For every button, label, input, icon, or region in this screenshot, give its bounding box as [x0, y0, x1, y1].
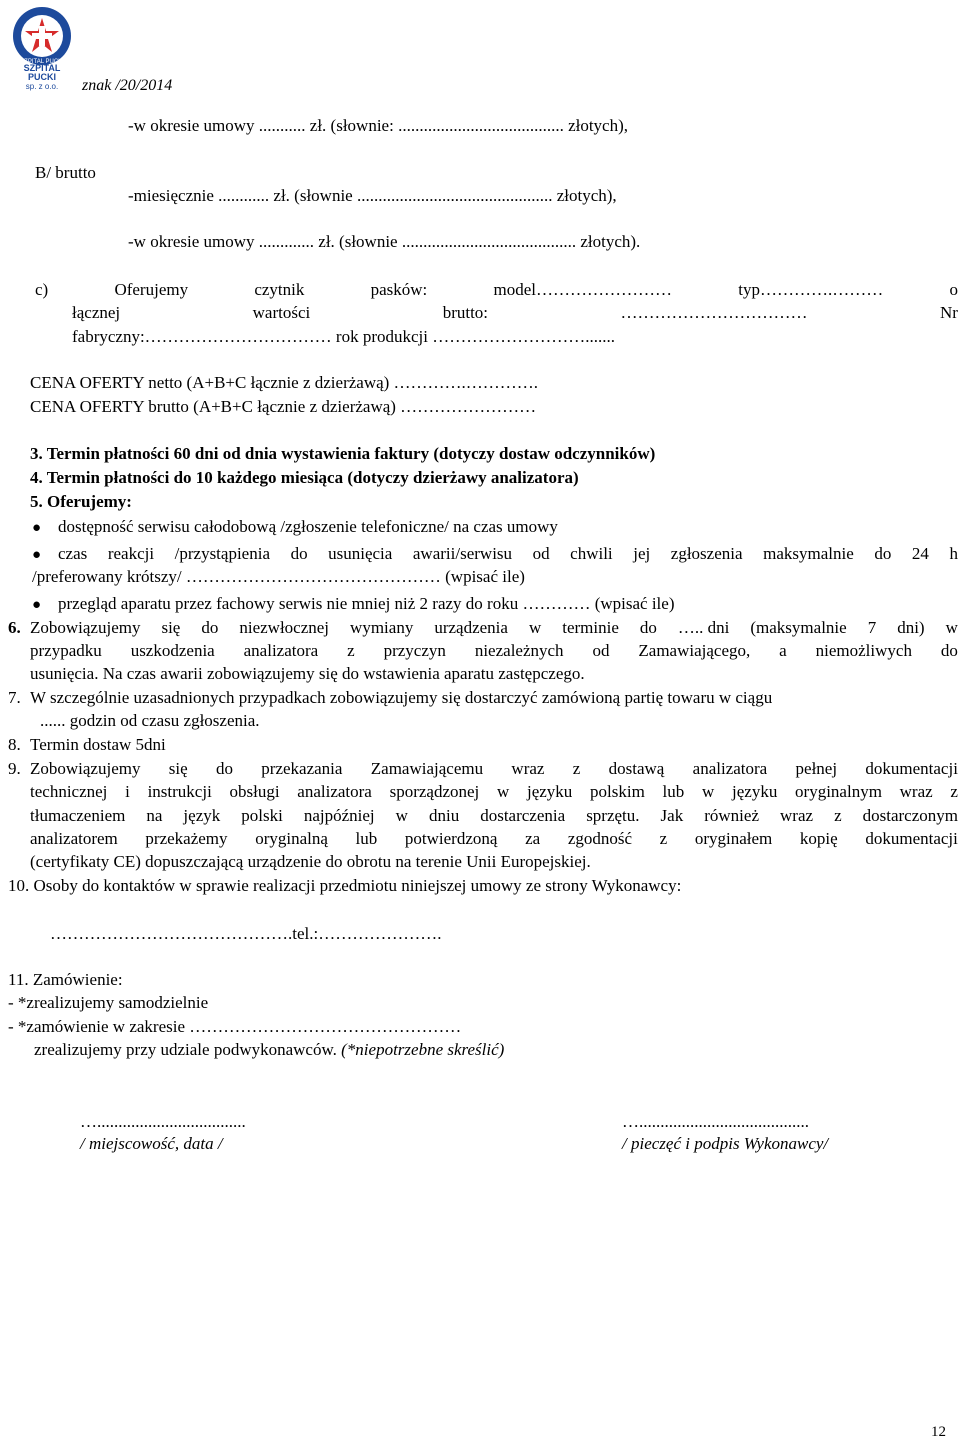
logo-name: SZPITAL PUCKI: [23, 63, 61, 83]
p7-line-1: W szczególnie uzasadnionych przypadkach zobowiązujemy się dostarczyć zamówioną partię towaru w ciągu: [30, 688, 773, 707]
contact-line: …………………………………….tel.:………………….: [50, 924, 442, 943]
p11-option-1: - *zrealizujemy samodzielnie: [8, 993, 209, 1012]
document-reference: znak /20/2014: [82, 77, 173, 94]
p9-line-4: analizatorem przekażemy oryginalną lub potwierdzoną za zgodność z oryginałem kopię dokumentacji: [30, 829, 958, 848]
bullet-icon: ●: [32, 520, 42, 536]
p9-line-1: Zobowiązujemy się do przekazania Zamawiającemu wraz z dostawą analizatora pełnej dokumentacji: [30, 759, 958, 778]
p11-line-3-text: zrealizujemy przy udziale podwykonawców.: [34, 1040, 342, 1059]
line-okres-brutto: -w okresie umowy ............. zł. (słownie ......................................... złotych).: [128, 232, 641, 251]
p7-number: 7.: [8, 688, 21, 707]
hospital-logo-emblem-icon: [8, 4, 76, 68]
p11-title: 11. Zamówienie:: [8, 970, 123, 989]
offer-bullet-1: dostępność serwisu całodobową /zgłoszenie telefoniczne/ na czas umowy: [58, 517, 558, 536]
cena-oferty-brutto: CENA OFERTY brutto (A+B+C łącznie z dzierżawą) ……………………: [30, 397, 537, 416]
p11-line-3: [34, 1040, 504, 1060]
reader-line-1: c) Oferujemy czytnik pasków: model…………………… typ………….……… o: [35, 280, 958, 299]
bullet-icon: ●: [32, 597, 42, 613]
offer-bullet-2-line-1: czas reakcji /przystąpienia do usunięcia awarii/serwisu od chwili jej zgłoszenia maksymalnie do 24 h: [58, 544, 958, 563]
reader-line-3: fabryczny:…………………………… rok produkcji ……………………….......: [72, 327, 615, 346]
logo-wordmark: [11, 64, 73, 91]
logo-ring-text: SZPITAL PUCKI: [20, 59, 64, 65]
p9-line-2: technicznej i instrukcji obsługi analizatora sporządzonej w języku polskim lub w języku oryginalnym wraz z: [30, 782, 958, 801]
reader-line-2: łącznej wartości brutto: …………………………… Nr: [72, 303, 958, 322]
p9-number: 9.: [8, 759, 21, 778]
cena-oferty-netto: CENA OFERTY netto (A+B+C łącznie z dzierżawą) ………….………….: [30, 373, 539, 392]
p6-line-1: Zobowiązujemy się do niezwłocznej wymiany urządzenia w terminie do ….. dni (maksymalnie 7 dni) w: [30, 618, 958, 637]
p11-note: (*niepotrzebne skreślić): [341, 1040, 505, 1059]
line-okres-netto: -w okresie umowy ........... zł. (słownie: ....................................... złotych),: [128, 116, 629, 135]
p6-number: 6.: [8, 618, 21, 637]
p9-line-3: tłumaczeniem na język polski najpóźniej w dniu dostarczenia sprzętu. Jak również wraz z dostarczonym: [30, 806, 958, 825]
signature-right-label: / pieczęć i podpis Wykonawcy/: [622, 1134, 829, 1153]
p8-text: Termin dostaw 5dni: [30, 735, 166, 754]
signature-right-dots: …........................................: [622, 1112, 809, 1131]
signature-left-dots: …...................................: [80, 1112, 246, 1131]
p6-line-2: przypadku uszkodzenia analizatora z przyczyn niezależnych od Zamawiającego, a niemożliwych do: [30, 641, 958, 660]
p7-line-2: ...... godzin od czasu zgłoszenia.: [40, 711, 260, 730]
offer-bullet-3: przegląd aparatu przez fachowy serwis nie mniej niż 2 razy do roku ………… (wpisać ile): [58, 594, 675, 613]
brutto-label: B/ brutto: [35, 163, 96, 182]
p9-line-5: (certyfikaty CE) dopuszczającą urządzenie do obrotu na terenie Unii Europejskiej.: [30, 852, 591, 871]
logo-subtitle: sp. z o.o.: [25, 81, 59, 91]
p8-number: 8.: [8, 735, 21, 754]
line-miesiecznie: -miesięcznie ............ zł. (słownie .............................................. złotych),: [128, 186, 617, 205]
term-5: 5. Oferujemy:: [30, 492, 132, 511]
p6-line-3: usunięcia. Na czas awarii zobowiązujemy się do wstawienia aparatu zastępczego.: [30, 664, 585, 683]
p10-text: 10. Osoby do kontaktów w sprawie realizacji przedmiotu niniejszej umowy ze strony Wykonawcy:: [8, 876, 682, 895]
p11-option-2: - *zamówienie w zakresie …………………………………………: [8, 1017, 462, 1036]
term-3: 3. Termin płatności 60 dni od dnia wystawienia faktury (dotyczy dostaw odczynników): [30, 444, 656, 463]
term-4: 4. Termin płatności do 10 każdego miesiąca (dotyczy dzierżawy analizatora): [30, 468, 579, 487]
offer-bullet-2-line-2: /preferowany krótszy/ ……………………………………… (wpisać ile): [32, 567, 525, 586]
page-number: 12: [931, 1423, 946, 1440]
bullet-icon: ●: [32, 547, 42, 563]
signature-left-label: / miejscowość, data /: [80, 1134, 223, 1153]
